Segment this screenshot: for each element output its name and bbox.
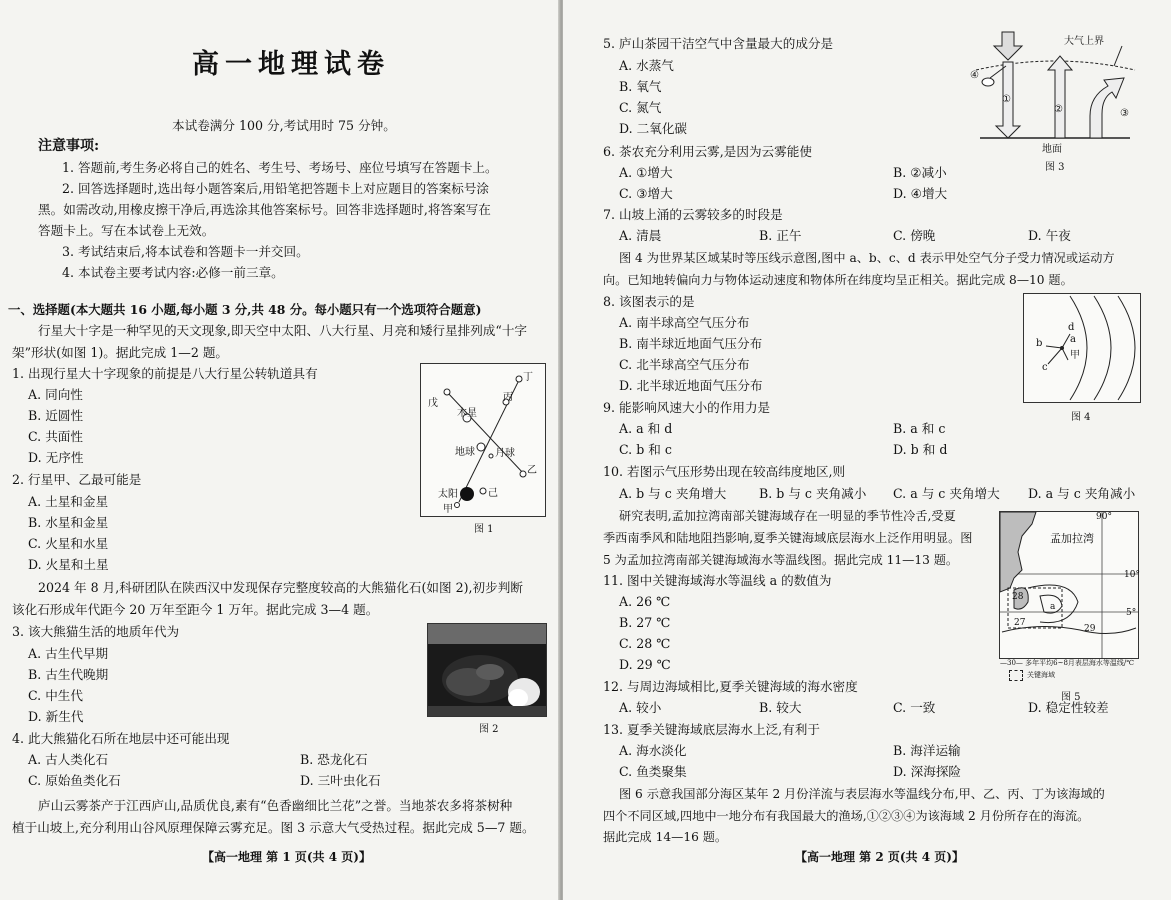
fig5-iso-label: 27 (1014, 618, 1026, 628)
figure-3-caption: 图 3 (1045, 162, 1065, 173)
question-5: 5. 庐山茶园干洁空气中含量最大的成分是 (603, 36, 834, 51)
fig5-legend: 关键海域 (1027, 671, 1055, 679)
option: A. b 与 c 夹角增大 (619, 486, 727, 501)
fig5-sea-label: 孟加拉湾 (1050, 532, 1094, 545)
page-footer: 【高一地理 第 1 页(共 4 页)】 (202, 850, 371, 864)
fig3-ground-label: 地面 (1042, 144, 1062, 155)
question-12: 12. 与周边海域相比,夏季关键海域的海水密度 (603, 679, 858, 694)
notice-line: 4. 本试卷主要考试内容:必修一前三章。 (62, 265, 284, 280)
question-4: 4. 此大熊猫化石所在地层中还可能出现 (12, 731, 230, 746)
figure-1 (420, 363, 546, 517)
question-6: 6. 茶农充分利用云雾,是因为云雾能使 (603, 144, 812, 159)
figure-3 (970, 26, 1140, 155)
panda-fossil-image (428, 624, 546, 716)
fig5-lat-label: 10° (1124, 570, 1140, 580)
option: B. 27 ℃ (619, 615, 671, 630)
planet-wu (444, 389, 450, 395)
option: B. 南半球近地面气压分布 (619, 336, 763, 351)
option: A. 古生代早期 (28, 646, 109, 661)
arrow-3 (1090, 78, 1124, 138)
page-2 (563, 0, 1171, 900)
page-footer: 【高一地理 第 2 页(共 4 页)】 (795, 850, 964, 864)
option: D. 火星和土星 (28, 557, 109, 572)
intro-text: 庐山云雾茶产于江西庐山,品质优良,素有“色香幽细比兰花”之誉。当地茶农多将茶树种 (38, 798, 513, 813)
fig5-iso-label: 29 (1084, 624, 1096, 634)
option: A. 海水淡化 (619, 743, 687, 758)
arrow-2 (1048, 56, 1072, 138)
option: C. 中生代 (28, 688, 83, 703)
option: A. 较小 (619, 700, 662, 715)
question-7: 7. 山坡上涌的云雾较多的时段是 (603, 207, 783, 222)
option: A. 水蒸气 (619, 58, 674, 73)
fig3-num: ① (1002, 94, 1011, 105)
fig5-lon-label: 90° (1096, 512, 1112, 522)
question-8: 8. 该图表示的是 (603, 294, 695, 309)
fig1-label: 己 (488, 488, 498, 499)
question-1: 1. 出现行星大十字现象的前提是八大行星公转轨道具有 (12, 366, 318, 381)
option: B. a 和 c (893, 421, 946, 436)
atmosphere-heating-diagram (970, 26, 1140, 146)
question-2: 2. 行星甲、乙最可能是 (12, 472, 142, 487)
intro-text: 四个不同区域,四地中一地分布有我国最大的渔场,①②③④为该海域 2 月份所存在的海流。 (603, 809, 1090, 823)
intro-text: 图 6 示意我国部分海区某年 2 月份洋流与表层海水等温线分布,甲、乙、丙、丁为该海域的 (619, 787, 1105, 801)
fig1-label: 乙 (527, 465, 537, 476)
option: C. 鱼类聚集 (619, 764, 687, 779)
figure-2-caption: 图 2 (479, 724, 499, 735)
fig1-label: 甲 (443, 504, 453, 515)
fig5-iso-label: 28 (1012, 592, 1024, 602)
option: D. a 与 c 夹角减小 (1028, 486, 1136, 501)
option: B. 古生代晚期 (28, 667, 109, 682)
notice-line: 3. 考试结束后,将本试卷和答题卡一并交回。 (62, 244, 309, 259)
fig5-legend-box (1009, 670, 1023, 681)
option: B. 较大 (759, 700, 802, 715)
option: D. 新生代 (28, 709, 84, 724)
figure-5-caption: 图 5 (1061, 692, 1081, 703)
option: A. 古人类化石 (28, 752, 109, 767)
notice-line: 答题卡上。写在本试卷上无效。 (38, 223, 215, 238)
option: D. 午夜 (1028, 228, 1071, 243)
option: C. 氮气 (619, 100, 662, 115)
option: A. 土星和金星 (28, 494, 109, 509)
intro-text: 向。已知地转偏向力与物体运动速度和物体所在纬度均呈正相关。据此完成 8—10 题。 (603, 273, 1073, 287)
option: C. 傍晚 (893, 228, 936, 243)
fig4-label: c (1042, 362, 1048, 373)
fig5-legend: —30— 多年平均6~8月表层海水等温线/℃ (1000, 659, 1135, 667)
intro-text: 季西南季风和陆地阻挡影响,夏季关键海域底层海水上泛作用明显。图 (603, 531, 973, 545)
intro-text: 该化石形成年代距今 20 万年至距今 1 万年。据此完成 3—4 题。 (12, 602, 379, 617)
section-heading: 一、选择题(本大题共 16 小题,每小题 3 分,共 48 分。每小题只有一个选项符合题意) (8, 302, 482, 317)
fig5-iso-label: a (1050, 602, 1056, 612)
fig1-label: 丁 (523, 372, 533, 383)
intro-text: 研究表明,孟加拉湾南部关键海域存在一明显的季节性冷舌,受夏 (619, 509, 956, 523)
fig3-top-label: 大气上界 (1064, 36, 1104, 47)
option: D. 无序性 (28, 450, 84, 465)
option: B. ②减小 (893, 165, 947, 180)
fig1-label: 月球 (495, 448, 515, 459)
option: C. ③增大 (619, 186, 673, 201)
option: B. 近圆性 (28, 408, 84, 423)
intro-text: 图 4 为世界某区域某时等压线示意图,图中 a、b、c、d 表示甲处空气分子受力情况或运动方 (619, 251, 1115, 265)
intro-text: 2024 年 8 月,科研团队在陕西汉中发现保存完整度较高的大熊猫化石(如图 2),初步判断 (38, 580, 523, 595)
fig1-label: 木星 (457, 408, 477, 419)
option: D. ④增大 (893, 186, 948, 201)
notice-line: 2. 回答选择题时,选出每小题答案后,用铅笔把答题卡上对应题目的答案标号涂 (62, 181, 490, 196)
option: B. 恐龙化石 (300, 752, 368, 767)
option: A. 同向性 (28, 387, 83, 402)
option: C. 火星和水星 (28, 536, 109, 551)
planet-ji (480, 488, 486, 494)
option: D. 二氧化碳 (619, 121, 688, 136)
notice-heading: 注意事项: (38, 138, 100, 154)
fig4-label: b (1036, 338, 1043, 349)
figure-1-caption: 图 1 (474, 524, 494, 535)
option: B. 正午 (759, 228, 802, 243)
question-11: 11. 图中关键海域海水等温线 a 的数值为 (603, 573, 832, 588)
subtitle: 本试卷满分 100 分,考试用时 75 分钟。 (172, 118, 396, 133)
fig1-label: 太阳 (438, 489, 458, 500)
option: C. 北半球高空气压分布 (619, 357, 750, 372)
option: C. 原始鱼类化石 (28, 773, 121, 788)
intro-text: 据此完成 14—16 题。 (603, 830, 728, 844)
option: D. b 和 d (893, 442, 948, 457)
option: A. 清晨 (619, 228, 662, 243)
figure-5 (999, 511, 1139, 659)
question-3: 3. 该大熊猫生活的地质年代为 (12, 624, 180, 639)
intro-text: 5 为孟加拉湾南部关键海域海水等温线图。据此完成 11—13 题。 (603, 553, 959, 567)
fig3-num: ③ (1120, 108, 1129, 119)
planet-ding (516, 376, 522, 382)
fig3-num: ② (1054, 104, 1063, 115)
option: D. 稳定性较差 (1028, 700, 1109, 715)
fig1-label: 戊 (428, 398, 438, 409)
notice-line: 黑。如需改动,用橡皮擦干净后,再选涂其他答案标号。回答非选择题时,将答案写在 (38, 202, 491, 217)
option: D. 29 ℃ (619, 657, 671, 672)
figure-2-photo (427, 623, 547, 717)
moon (489, 454, 493, 458)
option: A. ①增大 (619, 165, 673, 180)
option: D. 北半球近地面气压分布 (619, 378, 763, 393)
figure-4-caption: 图 4 (1071, 412, 1091, 423)
fig1-label: 丙 (503, 392, 513, 403)
fig4-label: a (1070, 334, 1076, 345)
option: B. 海洋运输 (893, 743, 961, 758)
planet-jia (455, 503, 460, 508)
page-title: 高一地理试卷 (192, 49, 390, 80)
fig4-label: 甲 (1070, 350, 1080, 361)
notice-line: 1. 答题前,考生务必将自己的姓名、考生号、考场号、座位号填写在答题卡上。 (62, 160, 498, 175)
fig4-label: d (1068, 322, 1075, 333)
fig1-label: 地球 (455, 447, 475, 458)
page-1 (0, 0, 560, 900)
option: C. a 与 c 夹角增大 (893, 486, 1000, 501)
sun (460, 487, 474, 501)
intro-text: 植于山坡上,充分利用山谷风原理保障云雾充足。图 3 示意大气受热过程。据此完成 5—7 题。 (12, 820, 535, 835)
question-10: 10. 若图示气压形势出现在较高纬度地区,则 (603, 464, 846, 479)
option: C. b 和 c (619, 442, 672, 457)
question-13: 13. 夏季关键海域底层海水上泛,有利于 (603, 722, 820, 737)
intro-text: 行星大十字是一种罕见的天文现象,即天空中太阳、八大行星、月亮和矮行星排列成“十字 (38, 323, 528, 338)
figure-4 (1023, 293, 1141, 403)
option: B. 氧气 (619, 79, 662, 94)
earth (477, 443, 485, 451)
option: D. 三叶虫化石 (300, 773, 381, 788)
option: B. 水星和金星 (28, 515, 109, 530)
option: C. 28 ℃ (619, 636, 671, 651)
option: A. 26 ℃ (619, 594, 671, 609)
fig5-lat-label: 5° (1126, 608, 1137, 618)
question-9: 9. 能影响风速大小的作用力是 (603, 400, 771, 415)
planet-yi (520, 471, 526, 477)
option: A. 南半球高空气压分布 (619, 315, 750, 330)
option: A. a 和 d (619, 421, 673, 436)
intro-text: 架”形状(如图 1)。据此完成 1—2 题。 (12, 345, 229, 360)
option: D. 深海探险 (893, 764, 962, 779)
option: C. 共面性 (28, 429, 83, 444)
option: C. 一致 (893, 700, 936, 715)
option: B. b 与 c 夹角减小 (759, 486, 867, 501)
fig3-num: ④ (970, 70, 979, 81)
